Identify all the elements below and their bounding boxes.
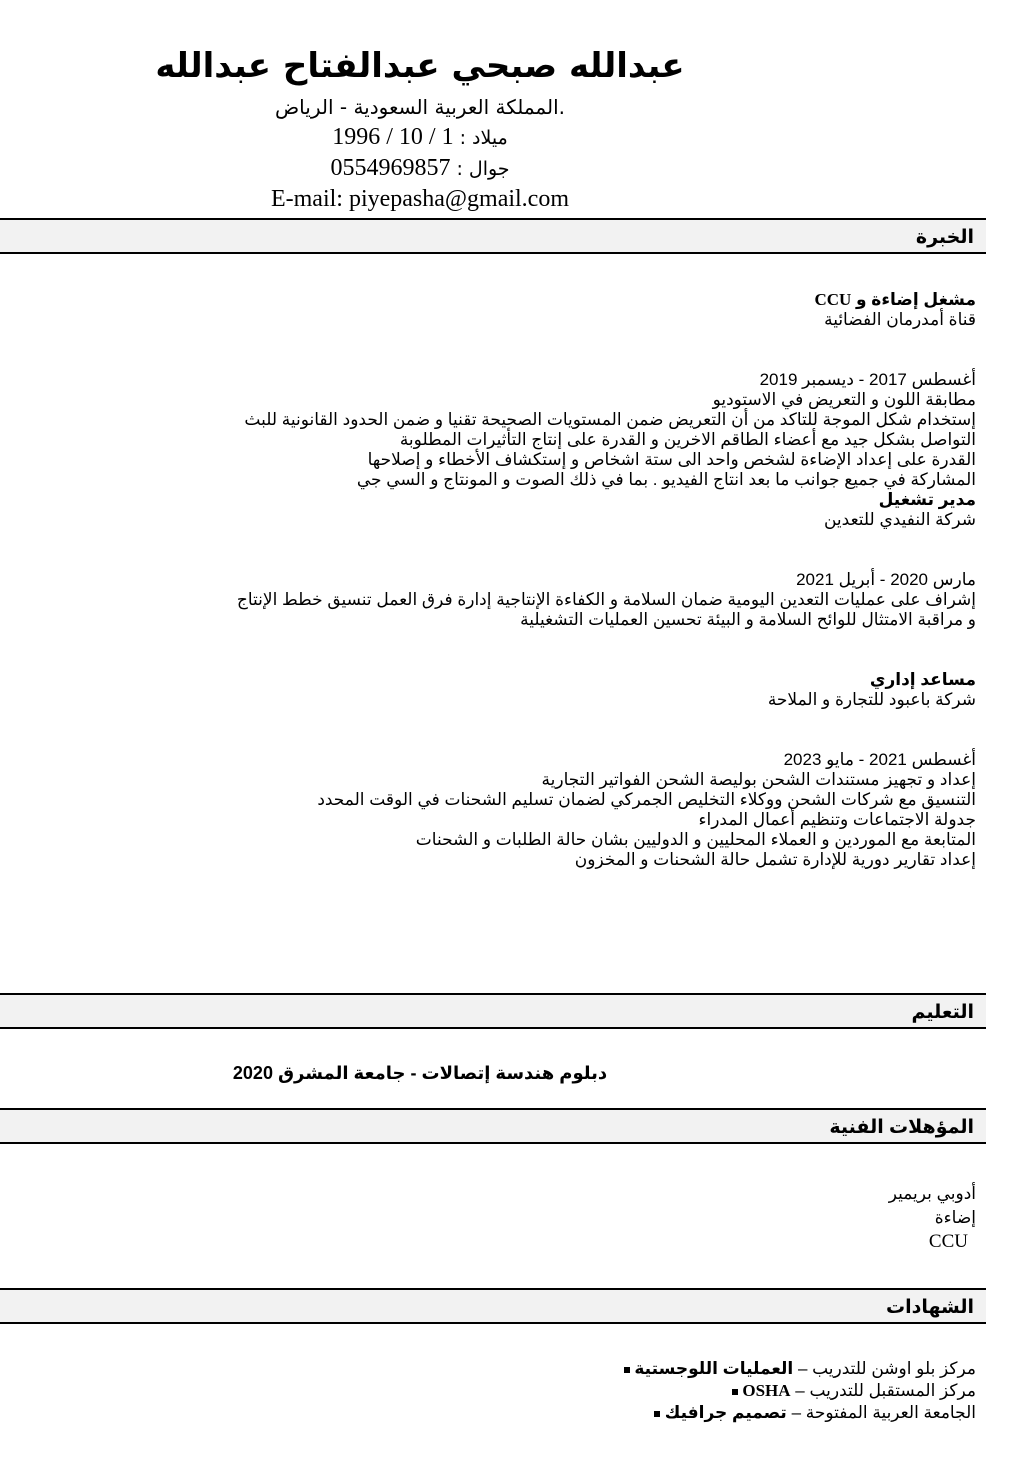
skill-item: CCU bbox=[928, 1231, 968, 1252]
job-period: مارس 2020 - أبريل 2021 bbox=[796, 570, 976, 589]
task-item: و مراقبة الامتثال للوائح السلامة و البيئة تحسين العمليات التشغيلية bbox=[520, 610, 976, 629]
certificate-center: الجامعة العربية المفتوحة – bbox=[791, 1403, 976, 1422]
location: .المملكة العربية السعودية - الرياض bbox=[274, 95, 566, 119]
skills-list bbox=[40, 1182, 976, 1254]
task-item: مطابقة اللون و التعريض في الاستوديو bbox=[712, 390, 976, 409]
certificate-item bbox=[40, 1358, 976, 1380]
certificate-course: OSHA bbox=[742, 1381, 791, 1400]
job-period: أغسطس 2021 - مايو 2023 bbox=[783, 750, 976, 769]
task-item: إشراف على عمليات التعدين اليومية ضمان السلامة و الكفاءة الإنتاجية إدارة فرق العمل تنسيق خطط الإنتاج bbox=[236, 590, 976, 609]
skill-item: إضاءة bbox=[934, 1208, 976, 1227]
task-item: التنسيق مع شركات الشحن ووكلاء التخليص الجمركي لضمان تسليم الشحنات في الوقت المحدد bbox=[317, 790, 976, 809]
certificate-center: مركز المستقبل للتدريب – bbox=[795, 1381, 976, 1400]
experience-list bbox=[40, 290, 976, 870]
resume-header bbox=[0, 40, 840, 214]
company-name: شركة باعبود للتجارة و الملاحة bbox=[767, 690, 976, 709]
bullet-icon bbox=[732, 1389, 738, 1395]
company-name: شركة النفيدي للتعدين bbox=[823, 510, 976, 529]
phone-label: جوال : bbox=[456, 158, 510, 180]
certificate-course: العمليات اللوجستية bbox=[634, 1359, 794, 1378]
phone-value: 0554969857 bbox=[330, 155, 451, 181]
task-item: المتابعة مع الموردين و العملاء المحليين و الدوليين بشان حالة الطلبات و الشحنات bbox=[415, 830, 976, 849]
section-certificates-heading: الشهادات bbox=[0, 1288, 986, 1324]
job-title: مدير تشغيل bbox=[878, 490, 976, 509]
bullet-icon bbox=[624, 1367, 630, 1373]
job-title: مشغل إضاءة و CCU bbox=[814, 290, 976, 309]
section-education-heading: التعليم bbox=[0, 993, 986, 1029]
task-item: إعداد و تجهيز مستندات الشحن بوليصة الشحن الفواتير التجارية bbox=[541, 770, 976, 789]
task-item: القدرة على إعداد الإضاءة لشخص واحد الى ستة اشخاص و إستكشاف الأخطاء و إصلاحها bbox=[367, 450, 976, 469]
certificates-list bbox=[40, 1358, 976, 1424]
phone bbox=[0, 153, 840, 184]
task-item: إستخدام شكل الموجة للتاكد من أن التعريض ضمن المستويات الصحيحة تقنيا و ضمن الحدود القانونية للبث bbox=[244, 410, 976, 429]
job-period: أغسطس 2017 - ديسمبر 2019 bbox=[759, 370, 976, 389]
task-item: المشاركة في جميع جوانب ما بعد انتاج الفيديو . بما في ذلك الصوت و المونتاج و السي جي bbox=[356, 470, 976, 489]
task-item: إعداد تقارير دورية للإدارة تشمل حالة الشحنات و المخزون bbox=[574, 850, 976, 869]
skill-item: أدوبي بريمير bbox=[888, 1184, 976, 1203]
birth-date bbox=[0, 122, 840, 153]
job-title: مساعد إداري bbox=[869, 670, 976, 689]
certificate-item bbox=[40, 1402, 976, 1424]
section-experience-heading: الخبرة bbox=[0, 218, 986, 254]
certificate-center: مركز بلو اوشن للتدريب – bbox=[797, 1359, 976, 1378]
bullet-icon bbox=[654, 1411, 660, 1417]
certificate-item bbox=[40, 1380, 976, 1402]
birth-label: ميلاد : bbox=[459, 127, 508, 149]
section-skills-heading: المؤهلات الفنية bbox=[0, 1108, 986, 1144]
company-name: قناة أمدرمان الفضائية bbox=[824, 310, 976, 329]
full-name: عبدالله صبحي عبدالفتاح عبدالله bbox=[155, 46, 685, 86]
task-item: جدولة الاجتماعات وتنظيم أعمال المدراء bbox=[698, 810, 976, 829]
email: E-mail: piyepasha@gmail.com bbox=[270, 186, 570, 212]
birth-value: 1996 / 10 / 1 bbox=[332, 124, 454, 150]
certificate-course: تصميم جرافيك bbox=[664, 1403, 787, 1422]
education-entry: دبلوم هندسة إتصالات - جامعة المشرق 2020 bbox=[232, 1063, 608, 1083]
task-item: التواصل بشكل جيد مع أعضاء الطاقم الاخرين و القدرة على إنتاج التأثيرات المطلوبة bbox=[399, 430, 976, 449]
